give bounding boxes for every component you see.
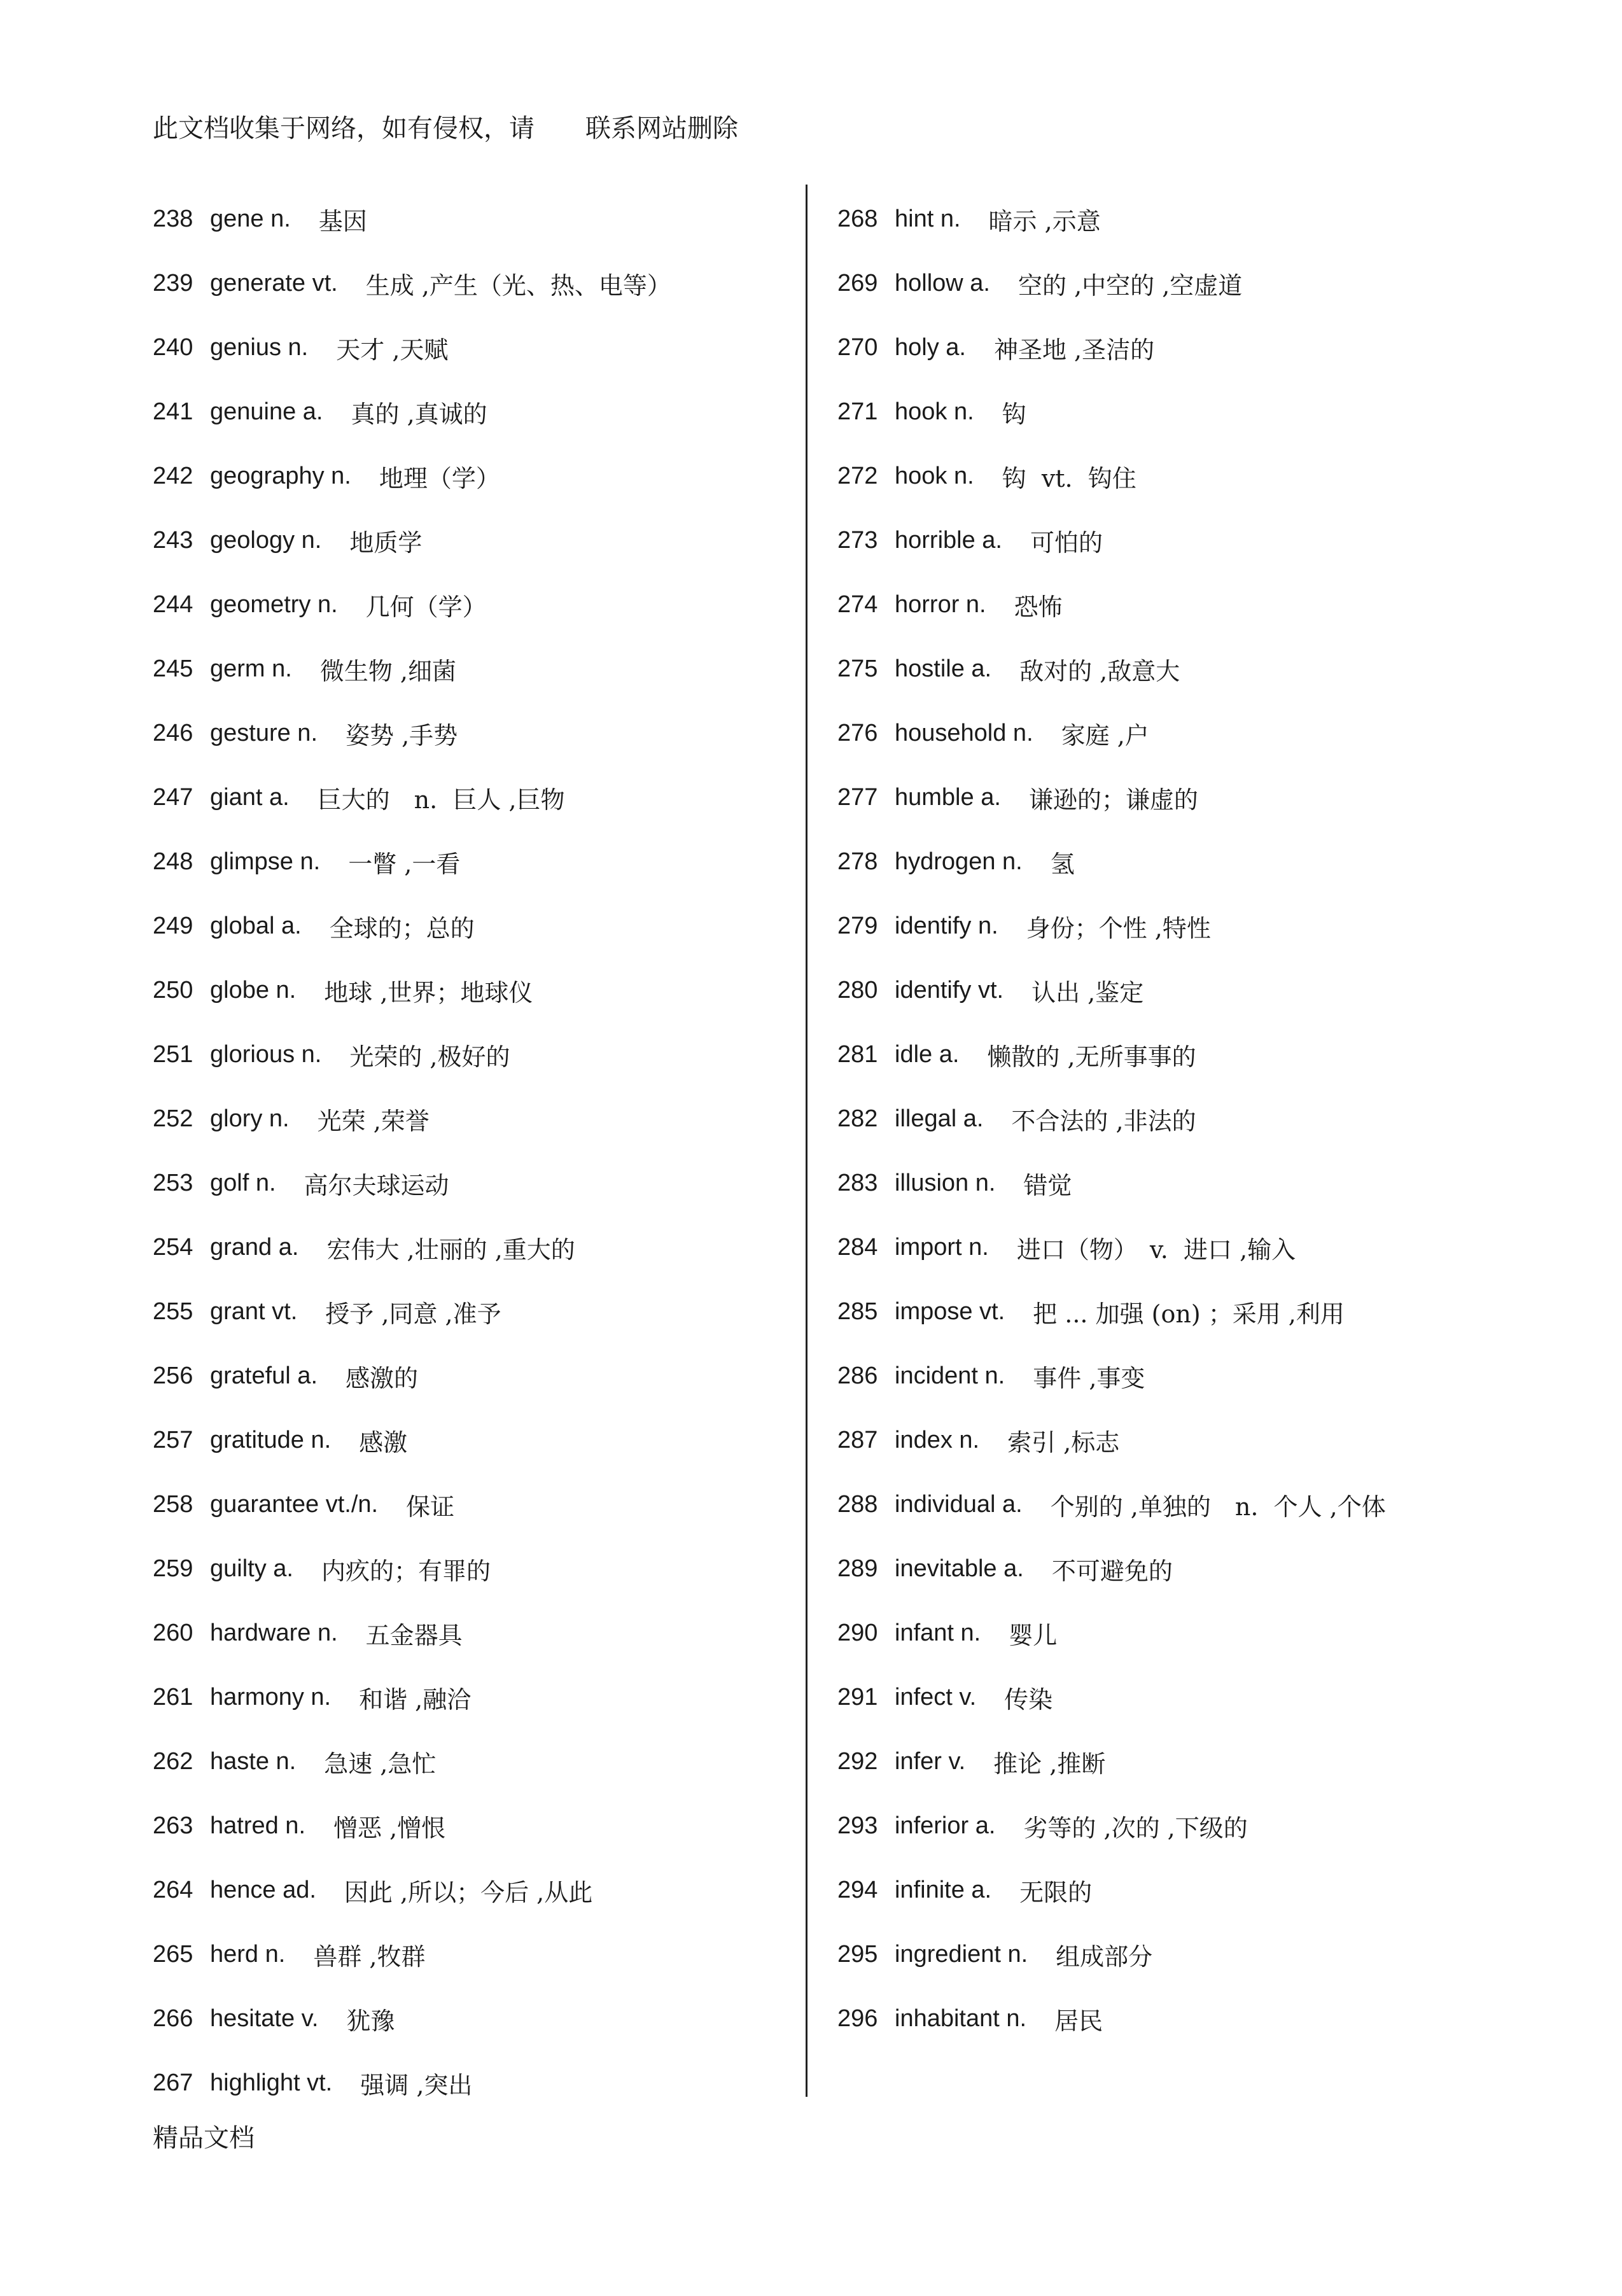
entry-meaning: 把 ... 加强 (on) ；采用 ,利用 — [1033, 1300, 1345, 1328]
entry-word: grand a. — [210, 1234, 299, 1261]
entry-number: 267 — [153, 2069, 193, 2096]
entry-number: 246 — [153, 720, 193, 746]
entry-number: 296 — [837, 2005, 878, 2032]
entry-number: 248 — [153, 848, 193, 875]
entry-meaning: 天才 ,天赋 — [336, 336, 449, 364]
vocab-entry — [153, 1537, 789, 1601]
entry-word: hence ad. — [210, 1877, 316, 1903]
entry-number: 271 — [837, 398, 878, 425]
vocab-entry — [153, 508, 789, 573]
entry-meaning: 氢 — [1050, 850, 1075, 878]
entry-word: illegal a. — [895, 1105, 984, 1132]
entry-number: 255 — [153, 1298, 193, 1325]
entry-meaning: 强调 ,突出 — [360, 2071, 473, 2099]
entry-number: 294 — [837, 1877, 878, 1903]
entry-meaning: 光荣 ,荣誉 — [317, 1107, 430, 1135]
entry-number: 273 — [837, 527, 878, 554]
entry-meaning: 全球的；总的 — [329, 914, 475, 942]
vocab-entry — [837, 1987, 1601, 2051]
entry-word: herd n. — [210, 1941, 286, 1968]
entry-number: 259 — [153, 1555, 193, 1582]
entry-meaning: 急速 ,急忙 — [324, 1750, 437, 1778]
entry-meaning: 内疚的；有罪的 — [321, 1557, 491, 1585]
entry-word: genuine a. — [210, 398, 323, 425]
vocab-entry — [153, 1280, 789, 1344]
vocab-entry — [153, 380, 789, 444]
entry-number: 281 — [837, 1041, 878, 1068]
entry-word: identify n. — [895, 913, 998, 939]
entry-meaning: 不可避免的 — [1051, 1557, 1173, 1585]
entry-word: ingredient n. — [895, 1941, 1028, 1968]
entry-word: globe n. — [210, 977, 297, 1004]
vocab-entry — [837, 316, 1601, 380]
entry-word: infinite a. — [895, 1877, 992, 1903]
entry-number: 275 — [837, 655, 878, 682]
entry-meaning: 光荣的 ,极好的 — [349, 1043, 510, 1071]
entry-number: 274 — [837, 591, 878, 618]
entry-number: 249 — [153, 913, 193, 939]
entry-word: hollow a. — [895, 270, 990, 297]
entry-number: 261 — [153, 1684, 193, 1711]
vocab-entry — [837, 1344, 1601, 1408]
vocab-entry — [837, 830, 1601, 894]
entry-number: 257 — [153, 1427, 193, 1453]
vocab-entry — [837, 573, 1601, 637]
vocab-entry — [837, 894, 1601, 958]
entry-word: genius n. — [210, 334, 309, 361]
vocab-entry — [153, 766, 789, 830]
entry-word: humble a. — [895, 784, 1001, 811]
vocab-entry — [153, 1730, 789, 1794]
vocab-entry — [837, 766, 1601, 830]
entry-word: geometry n. — [210, 591, 338, 618]
entry-number: 279 — [837, 913, 878, 939]
entry-word: infant n. — [895, 1620, 981, 1646]
vocab-entry — [153, 894, 789, 958]
vocab-entry — [153, 187, 789, 251]
vocab-entry — [837, 1280, 1601, 1344]
entry-meaning: 犹豫 — [346, 2007, 395, 2035]
vocab-entry — [153, 1023, 789, 1087]
vocab-entry — [153, 1665, 789, 1730]
vocab-entry — [153, 1601, 789, 1665]
entry-word: horrible a. — [895, 527, 1002, 554]
vocab-entry — [837, 1730, 1601, 1794]
vocab-entry — [837, 701, 1601, 766]
entry-number: 260 — [153, 1620, 193, 1646]
entry-word: inevitable a. — [895, 1555, 1024, 1582]
page-header: 此文档收集于网络，如有侵权，请 联系网站删除 — [153, 114, 738, 143]
entry-meaning: 兽群 ,牧群 — [313, 1943, 426, 1971]
entry-meaning: 事件 ,事变 — [1033, 1364, 1145, 1392]
entry-number: 242 — [153, 463, 193, 489]
entry-number: 288 — [837, 1491, 878, 1518]
entry-number: 251 — [153, 1041, 193, 1068]
entry-number: 247 — [153, 784, 193, 811]
entry-number: 244 — [153, 591, 193, 618]
entry-meaning: 姿势 ,手势 — [346, 722, 458, 750]
entry-number: 250 — [153, 977, 193, 1004]
vocab-entry — [153, 701, 789, 766]
entry-number: 289 — [837, 1555, 878, 1582]
vocab-entry — [153, 251, 789, 316]
entry-meaning: 钩 vt. 钩住 — [1002, 465, 1136, 493]
entry-number: 287 — [837, 1427, 878, 1453]
vocab-entry — [837, 1665, 1601, 1730]
entry-word: gesture n. — [210, 720, 318, 746]
entry-meaning: 错觉 — [1023, 1172, 1072, 1200]
entry-word: glimpse n. — [210, 848, 321, 875]
entry-meaning: 一瞥 ,一看 — [348, 850, 461, 878]
entry-number: 252 — [153, 1105, 193, 1132]
entry-word: geography n. — [210, 463, 351, 489]
entry-meaning: 生成 ,产生（光、热、电等） — [365, 272, 671, 300]
entry-meaning: 懒散的 ,无所事事的 — [987, 1043, 1196, 1071]
entry-meaning: 无限的 — [1019, 1879, 1093, 1907]
entry-word: generate vt. — [210, 270, 338, 297]
entry-number: 253 — [153, 1170, 193, 1196]
entry-meaning: 感激的 — [346, 1364, 419, 1392]
vocab-entry — [837, 380, 1601, 444]
entry-meaning: 进口（物） v. 进口 ,输入 — [1016, 1236, 1296, 1264]
vocab-entry — [153, 637, 789, 701]
entry-word: household n. — [895, 720, 1033, 746]
entry-word: geology n. — [210, 527, 322, 554]
vocab-entry — [837, 1858, 1601, 1922]
entry-word: highlight vt. — [210, 2069, 333, 2096]
entry-number: 265 — [153, 1941, 193, 1968]
entry-number: 262 — [153, 1748, 193, 1775]
vocab-entry — [837, 1473, 1601, 1537]
entry-word: index n. — [895, 1427, 980, 1453]
entry-word: horror n. — [895, 591, 986, 618]
entry-word: germ n. — [210, 655, 292, 682]
entry-number: 240 — [153, 334, 193, 361]
vocab-entry — [837, 1408, 1601, 1473]
entry-word: inferior a. — [895, 1812, 996, 1839]
entry-number: 291 — [837, 1684, 878, 1711]
vocab-entry — [837, 1922, 1601, 1987]
right-column — [837, 187, 1601, 2051]
entry-number: 254 — [153, 1234, 193, 1261]
entry-meaning: 地理（学） — [379, 465, 500, 493]
entry-number: 293 — [837, 1812, 878, 1839]
entry-meaning: 暗示 ,示意 — [988, 207, 1101, 235]
entry-word: hint n. — [895, 206, 961, 232]
vocab-entry — [837, 1794, 1601, 1858]
entry-number: 278 — [837, 848, 878, 875]
vocab-entry — [153, 444, 789, 508]
entry-number: 295 — [837, 1941, 878, 1968]
entry-meaning: 空的 ,中空的 ,空虚道 — [1017, 272, 1243, 300]
entry-meaning: 巨大的 n. 巨人 ,巨物 — [317, 786, 565, 814]
vocab-entry — [837, 958, 1601, 1023]
entry-number: 282 — [837, 1105, 878, 1132]
page-footer: 精品文档 — [153, 2124, 255, 2153]
entry-meaning: 和谐 ,融洽 — [359, 1686, 472, 1714]
left-column — [153, 187, 789, 2115]
vocab-entry — [837, 1023, 1601, 1087]
entry-meaning: 保证 — [406, 1493, 455, 1521]
entry-meaning: 微生物 ,细菌 — [319, 657, 456, 685]
entry-meaning: 可怕的 — [1030, 529, 1103, 557]
entry-word: hatred n. — [210, 1812, 305, 1839]
vocab-entry — [837, 1601, 1601, 1665]
entry-word: gratitude n. — [210, 1427, 332, 1453]
vocab-entry — [153, 1087, 789, 1151]
entry-number: 263 — [153, 1812, 193, 1839]
column-divider — [806, 185, 808, 2097]
entry-number: 245 — [153, 655, 193, 682]
vocab-entry — [837, 251, 1601, 316]
entry-number: 284 — [837, 1234, 878, 1261]
entry-word: harmony n. — [210, 1684, 332, 1711]
vocab-entry — [837, 1151, 1601, 1215]
vocab-entry — [153, 2051, 789, 2115]
entry-word: import n. — [895, 1234, 989, 1261]
entry-meaning: 高尔夫球运动 — [304, 1172, 449, 1200]
entry-meaning: 传染 — [1004, 1686, 1053, 1714]
entry-number: 264 — [153, 1877, 193, 1903]
entry-word: infer v. — [895, 1748, 966, 1775]
vocab-entry — [153, 1344, 789, 1408]
vocab-entry — [153, 1215, 789, 1280]
entry-number: 243 — [153, 527, 193, 554]
entry-word: identify vt. — [895, 977, 1004, 1004]
vocab-entry — [153, 573, 789, 637]
entry-number: 238 — [153, 206, 193, 232]
vocab-entry — [837, 444, 1601, 508]
vocab-entry — [153, 1987, 789, 2051]
vocab-entry — [837, 508, 1601, 573]
entry-word: hook n. — [895, 398, 974, 425]
entry-number: 266 — [153, 2005, 193, 2032]
entry-meaning: 五金器具 — [365, 1621, 463, 1649]
entry-word: hesitate v. — [210, 2005, 319, 2032]
entry-word: illusion n. — [895, 1170, 996, 1196]
entry-word: impose vt. — [895, 1298, 1005, 1325]
vocab-entry — [837, 1087, 1601, 1151]
vocab-entry — [153, 1408, 789, 1473]
entry-meaning: 不合法的 ,非法的 — [1011, 1107, 1196, 1135]
vocab-entry — [153, 958, 789, 1023]
entry-word: incident n. — [895, 1362, 1005, 1389]
vocab-entry — [153, 1922, 789, 1987]
entry-meaning: 感激 — [359, 1429, 408, 1457]
entry-number: 258 — [153, 1491, 193, 1518]
entry-meaning: 居民 — [1054, 2007, 1103, 2035]
entry-number: 269 — [837, 270, 878, 297]
entry-meaning: 因此 ,所以；今后 ,从此 — [344, 1879, 593, 1907]
entry-number: 292 — [837, 1748, 878, 1775]
entry-word: idle a. — [895, 1041, 960, 1068]
entry-number: 277 — [837, 784, 878, 811]
entry-word: giant a. — [210, 784, 290, 811]
entry-meaning: 推论 ,推断 — [993, 1750, 1106, 1778]
entry-meaning: 索引 ,标志 — [1007, 1429, 1120, 1457]
vocab-entry — [837, 1537, 1601, 1601]
entry-word: glory n. — [210, 1105, 290, 1132]
entry-number: 283 — [837, 1170, 878, 1196]
entry-meaning: 组成部分 — [1056, 1943, 1153, 1971]
entry-meaning: 真的 ,真诚的 — [351, 400, 487, 428]
vocab-entry — [153, 1473, 789, 1537]
entry-word: individual a. — [895, 1491, 1023, 1518]
entry-word: holy a. — [895, 334, 966, 361]
entry-meaning: 钩 — [1002, 400, 1026, 428]
entry-number: 241 — [153, 398, 193, 425]
entry-meaning: 憎恶 ,憎恨 — [333, 1814, 446, 1842]
entry-word: glorious n. — [210, 1041, 322, 1068]
entry-meaning: 家庭 ,户 — [1061, 722, 1149, 750]
entry-number: 290 — [837, 1620, 878, 1646]
entry-number: 272 — [837, 463, 878, 489]
entry-meaning: 恐怖 — [1014, 593, 1063, 621]
vocab-entry — [837, 637, 1601, 701]
entry-meaning: 地质学 — [349, 529, 423, 557]
entry-meaning: 认出 ,鉴定 — [1031, 979, 1144, 1007]
vocab-entry — [153, 830, 789, 894]
entry-number: 285 — [837, 1298, 878, 1325]
entry-number: 268 — [837, 206, 878, 232]
entry-word: grateful a. — [210, 1362, 318, 1389]
entry-meaning: 宏伟大 ,壮丽的 ,重大的 — [326, 1236, 575, 1264]
entry-word: hostile a. — [895, 655, 992, 682]
vocab-entry — [837, 187, 1601, 251]
entry-word: global a. — [210, 913, 302, 939]
entry-meaning: 劣等的 ,次的 ,下级的 — [1023, 1814, 1248, 1842]
entry-meaning: 几何（学） — [365, 593, 487, 621]
entry-meaning: 婴儿 — [1009, 1621, 1058, 1649]
entry-word: haste n. — [210, 1748, 297, 1775]
entry-word: guarantee vt./n. — [210, 1491, 379, 1518]
entry-meaning: 基因 — [318, 207, 367, 235]
entry-meaning: 谦逊的；谦虚的 — [1028, 786, 1198, 814]
entry-word: golf n. — [210, 1170, 276, 1196]
entry-word: hook n. — [895, 463, 974, 489]
entry-number: 239 — [153, 270, 193, 297]
entry-meaning: 个别的 ,单独的 n. 个人 ,个体 — [1050, 1493, 1386, 1521]
entry-number: 276 — [837, 720, 878, 746]
vocab-entry — [153, 1858, 789, 1922]
entry-number: 270 — [837, 334, 878, 361]
entry-word: guilty a. — [210, 1555, 293, 1582]
entry-meaning: 授予 ,同意 ,准予 — [325, 1300, 501, 1328]
entry-number: 286 — [837, 1362, 878, 1389]
entry-meaning: 敌对的 ,敌意大 — [1019, 657, 1180, 685]
vocab-entry — [153, 1151, 789, 1215]
entry-meaning: 神圣地 ,圣洁的 — [993, 336, 1155, 364]
entry-word: hydrogen n. — [895, 848, 1023, 875]
entry-meaning: 地球 ,世界；地球仪 — [324, 979, 533, 1007]
entry-meaning: 身份；个性 ,特性 — [1026, 914, 1211, 942]
entry-word: grant vt. — [210, 1298, 298, 1325]
entry-word: gene n. — [210, 206, 291, 232]
vocab-entry — [153, 316, 789, 380]
entry-number: 256 — [153, 1362, 193, 1389]
entry-number: 280 — [837, 977, 878, 1004]
entry-word: hardware n. — [210, 1620, 338, 1646]
entry-word: inhabitant n. — [895, 2005, 1027, 2032]
vocab-entry — [837, 1215, 1601, 1280]
vocab-entry — [153, 1794, 789, 1858]
entry-word: infect v. — [895, 1684, 977, 1711]
